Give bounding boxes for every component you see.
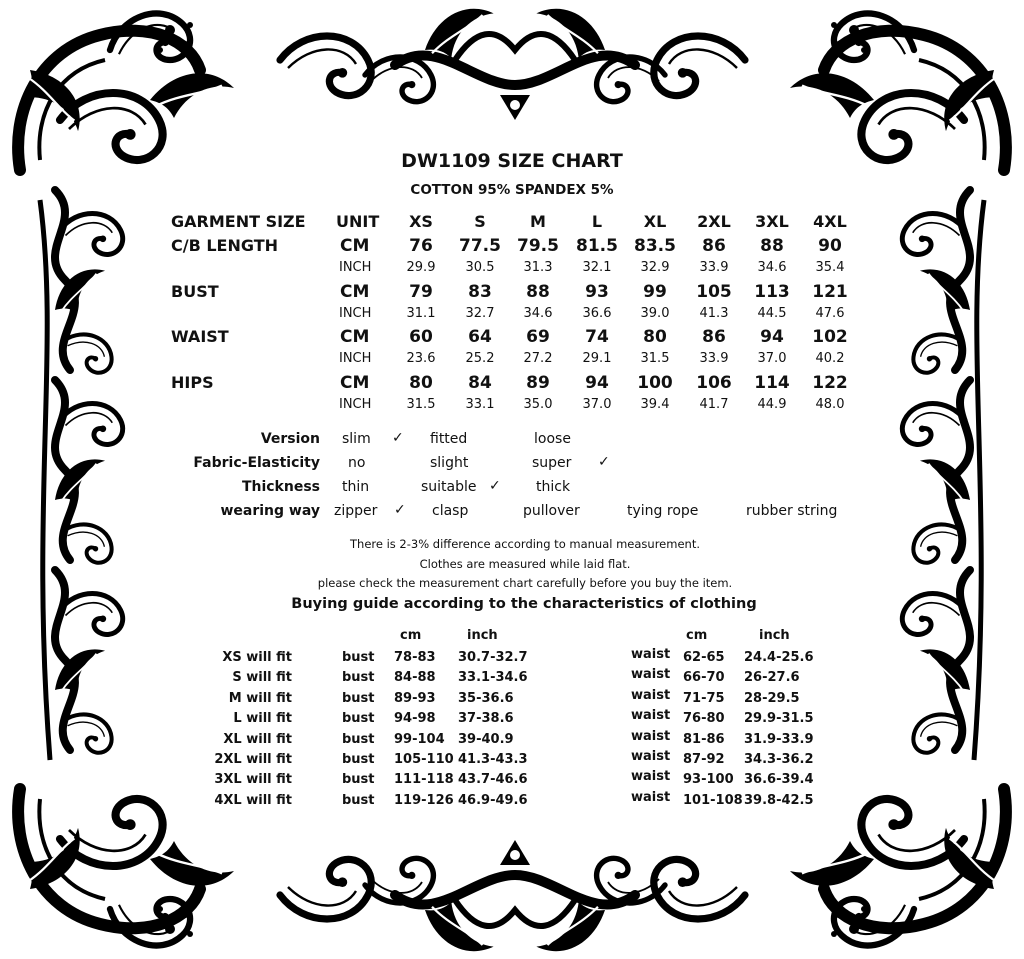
cm-value: 88 (526, 282, 550, 302)
inch-value: 29.1 (582, 351, 612, 366)
waist-inch: 39.8-42.5 (744, 792, 814, 808)
guide-fit-label: XS will fit (222, 650, 292, 665)
property-label-thickness: Thickness (241, 479, 320, 495)
cm-value: 122 (812, 373, 848, 393)
inch-value: 44.5 (757, 306, 787, 321)
cm-value: 86 (702, 327, 726, 347)
property-option: zipper (334, 503, 378, 519)
inch-value: 32.7 (465, 306, 495, 321)
bust-label: bust (342, 772, 375, 788)
property-option: thick (536, 479, 571, 495)
bust-inch: 43.7-46.6 (458, 772, 528, 788)
cm-value: 84 (468, 373, 492, 393)
waist-inch: 31.9-33.9 (744, 731, 814, 747)
inch-value: 31.5 (640, 351, 670, 366)
row-label: HIPS (171, 373, 214, 392)
inch-value: 30.5 (465, 260, 495, 275)
bust-cm: 78-83 (394, 650, 436, 665)
inch-value: 31.3 (523, 260, 553, 275)
waist-inch: 26-27.6 (744, 670, 800, 686)
cm-value: 89 (526, 373, 550, 393)
property-option: suitable (421, 479, 477, 495)
inch-value: 33.1 (465, 397, 495, 412)
cm-value: 113 (754, 282, 790, 302)
cm-value: 76 (409, 236, 433, 256)
inch-value: 41.7 (699, 397, 729, 412)
header-garment-size: GARMENT SIZE (171, 212, 306, 231)
waist-cm: 76-80 (683, 711, 725, 727)
cm-value: 94 (760, 327, 784, 347)
waist-cm: 93-100 (683, 772, 734, 788)
waist-inch: 24.4-25.6 (744, 650, 814, 665)
cm-value: 69 (526, 327, 550, 347)
size-header-s: S (474, 212, 486, 231)
size-header-4xl: 4XL (813, 212, 847, 231)
inch-value: 35.4 (815, 260, 845, 275)
inch-value: 41.3 (699, 306, 729, 321)
checkmark-icon: ✓ (489, 478, 501, 494)
waist-label: waist (631, 749, 671, 764)
cm-value: 106 (696, 373, 732, 393)
header-unit: UNIT (336, 212, 380, 231)
bust-label: bust (342, 731, 375, 747)
inch-value: 33.9 (699, 351, 729, 366)
cm-value: 102 (812, 327, 848, 347)
inch-value: 36.6 (582, 306, 612, 321)
inch-value: 31.1 (406, 306, 436, 321)
inch-value: 31.5 (406, 397, 436, 412)
inch-value: 32.1 (582, 260, 612, 275)
waist-cm: 62-65 (683, 650, 725, 665)
inch-value: 25.2 (465, 351, 495, 366)
cm-value: 80 (643, 327, 667, 347)
unit-cm: CM (340, 373, 370, 393)
page-title: DW1109 SIZE CHART (401, 150, 623, 172)
note-difference: There is 2-3% difference according to manual measurement. (350, 537, 700, 551)
property-option: tying rope (627, 503, 699, 519)
waist-label: waist (631, 769, 671, 785)
inch-value: 37.0 (757, 351, 787, 366)
bust-cm: 89-93 (394, 690, 436, 706)
waist-cm: 66-70 (683, 670, 725, 686)
bust-inch: 37-38.6 (458, 711, 514, 727)
bust-cm: 119-126 (394, 792, 454, 808)
cm-value: 114 (754, 373, 790, 393)
cm-value: 79.5 (517, 236, 559, 256)
property-option: slight (430, 455, 469, 471)
guide-fit-label: L will fit (233, 711, 292, 727)
bust-inch: 41.3-43.3 (458, 752, 528, 767)
guide-fit-label: 3XL will fit (214, 772, 292, 788)
inch-value: 32.9 (640, 260, 670, 275)
inch-value: 47.6 (815, 306, 845, 321)
waist-label: waist (631, 667, 671, 683)
cm-value: 100 (637, 373, 673, 393)
size-header-2xl: 2XL (697, 212, 731, 231)
property-option: slim (342, 431, 371, 447)
bust-label: bust (342, 690, 375, 706)
size-header-xs: XS (409, 212, 433, 231)
unit-inch: INCH (339, 351, 372, 366)
property-option: pullover (523, 503, 580, 519)
inch-value: 39.4 (640, 397, 670, 412)
waist-label: waist (631, 728, 671, 744)
bust-inch: 30.7-32.7 (458, 650, 528, 665)
cm-value: 81.5 (576, 236, 618, 256)
fabric-composition: COTTON 95% SPANDEX 5% (410, 182, 614, 198)
row-label: C/B LENGTH (171, 236, 279, 255)
unit-inch: INCH (339, 306, 372, 321)
size-header-3xl: 3XL (755, 212, 789, 231)
buying-guide-title: Buying guide according to the characteristics of clothing (291, 596, 757, 612)
cm-value: 60 (409, 327, 433, 347)
property-label-version: Version (260, 431, 320, 447)
size-header-l: L (591, 212, 603, 231)
property-label-wearing: wearing way (220, 503, 320, 519)
cm-value: 90 (818, 236, 842, 256)
waist-inch: 34.3-36.2 (744, 752, 814, 767)
property-option: rubber string (746, 503, 838, 519)
property-option: super (532, 455, 572, 471)
cm-value: 83.5 (634, 236, 676, 256)
waist-cm: 71-75 (683, 690, 725, 706)
bust-label: bust (342, 711, 375, 727)
bust-cm: 84-88 (394, 670, 436, 686)
inch-value: 48.0 (815, 397, 845, 412)
unit-inch: INCH (339, 397, 372, 412)
property-option: clasp (432, 503, 469, 519)
cm-value: 74 (585, 327, 609, 347)
property-option: no (348, 455, 366, 471)
inch-value: 34.6 (757, 260, 787, 275)
inch-value: 39.0 (640, 306, 670, 321)
bust-inch: 39-40.9 (458, 731, 514, 747)
header-inch-waist: inch (759, 628, 790, 643)
row-label: BUST (171, 282, 219, 301)
cm-value: 64 (468, 327, 492, 347)
inch-value: 27.2 (523, 351, 553, 366)
unit-inch: INCH (339, 260, 372, 275)
waist-label: waist (631, 647, 671, 662)
inch-value: 40.2 (815, 351, 845, 366)
checkmark-icon: ✓ (394, 502, 406, 518)
inch-value: 29.9 (406, 260, 436, 275)
cm-value: 83 (468, 282, 492, 302)
bust-label: bust (342, 752, 375, 767)
inch-value: 34.6 (523, 306, 553, 321)
waist-label: waist (631, 708, 671, 724)
unit-cm: CM (340, 236, 370, 256)
property-label-elasticity: Fabric-Elasticity (193, 455, 320, 471)
guide-fit-label: S will fit (232, 670, 292, 686)
cm-value: 94 (585, 373, 609, 393)
inch-value: 23.6 (406, 351, 436, 366)
inch-value: 35.0 (523, 397, 553, 412)
unit-cm: CM (340, 282, 370, 302)
guide-fit-label: 2XL will fit (214, 752, 292, 767)
guide-fit-label: XL will fit (223, 731, 292, 747)
checkmark-icon: ✓ (392, 430, 404, 446)
waist-cm: 87-92 (683, 752, 725, 767)
property-option: loose (534, 431, 571, 447)
bust-inch: 33.1-34.6 (458, 670, 528, 686)
size-header-xl: XL (643, 212, 667, 231)
bust-label: bust (342, 650, 375, 665)
waist-inch: 36.6-39.4 (744, 772, 814, 788)
size-header-m: M (530, 212, 546, 231)
bust-cm: 94-98 (394, 711, 436, 727)
checkmark-icon: ✓ (598, 454, 610, 470)
cm-value: 93 (585, 282, 609, 302)
cm-value: 86 (702, 236, 726, 256)
waist-cm: 81-86 (683, 731, 725, 747)
waist-inch: 29.9-31.5 (744, 711, 814, 727)
cm-value: 80 (409, 373, 433, 393)
header-cm-bust: cm (400, 628, 422, 643)
waist-cm: 101-108 (683, 792, 743, 808)
row-label: WAIST (171, 327, 229, 346)
waist-inch: 28-29.5 (744, 690, 800, 706)
inch-value: 33.9 (699, 260, 729, 275)
bust-inch: 35-36.6 (458, 690, 514, 706)
cm-value: 79 (409, 282, 433, 302)
bust-inch: 46.9-49.6 (458, 792, 528, 808)
cm-value: 121 (812, 282, 848, 302)
header-cm-waist: cm (686, 628, 708, 643)
unit-cm: CM (340, 327, 370, 347)
property-option: thin (342, 479, 370, 495)
note-laid-flat: Clothes are measured while laid flat. (419, 557, 631, 571)
cm-value: 88 (760, 236, 784, 256)
header-inch-bust: inch (467, 628, 498, 643)
bust-label: bust (342, 792, 375, 808)
inch-value: 37.0 (582, 397, 612, 412)
bust-cm: 111-118 (394, 772, 454, 788)
waist-label: waist (631, 789, 671, 805)
waist-label: waist (631, 687, 671, 703)
note-check-chart: please check the measurement chart carefully before you buy the item. (317, 576, 733, 590)
cm-value: 105 (696, 282, 732, 302)
property-option: fitted (430, 431, 468, 447)
bust-label: bust (342, 670, 375, 686)
cm-value: 77.5 (459, 236, 501, 256)
guide-fit-label: 4XL will fit (214, 792, 292, 808)
guide-fit-label: M will fit (228, 690, 292, 706)
inch-value: 44.9 (757, 397, 787, 412)
cm-value: 99 (643, 282, 667, 302)
bust-cm: 105-110 (394, 752, 454, 767)
bust-cm: 99-104 (394, 731, 445, 747)
